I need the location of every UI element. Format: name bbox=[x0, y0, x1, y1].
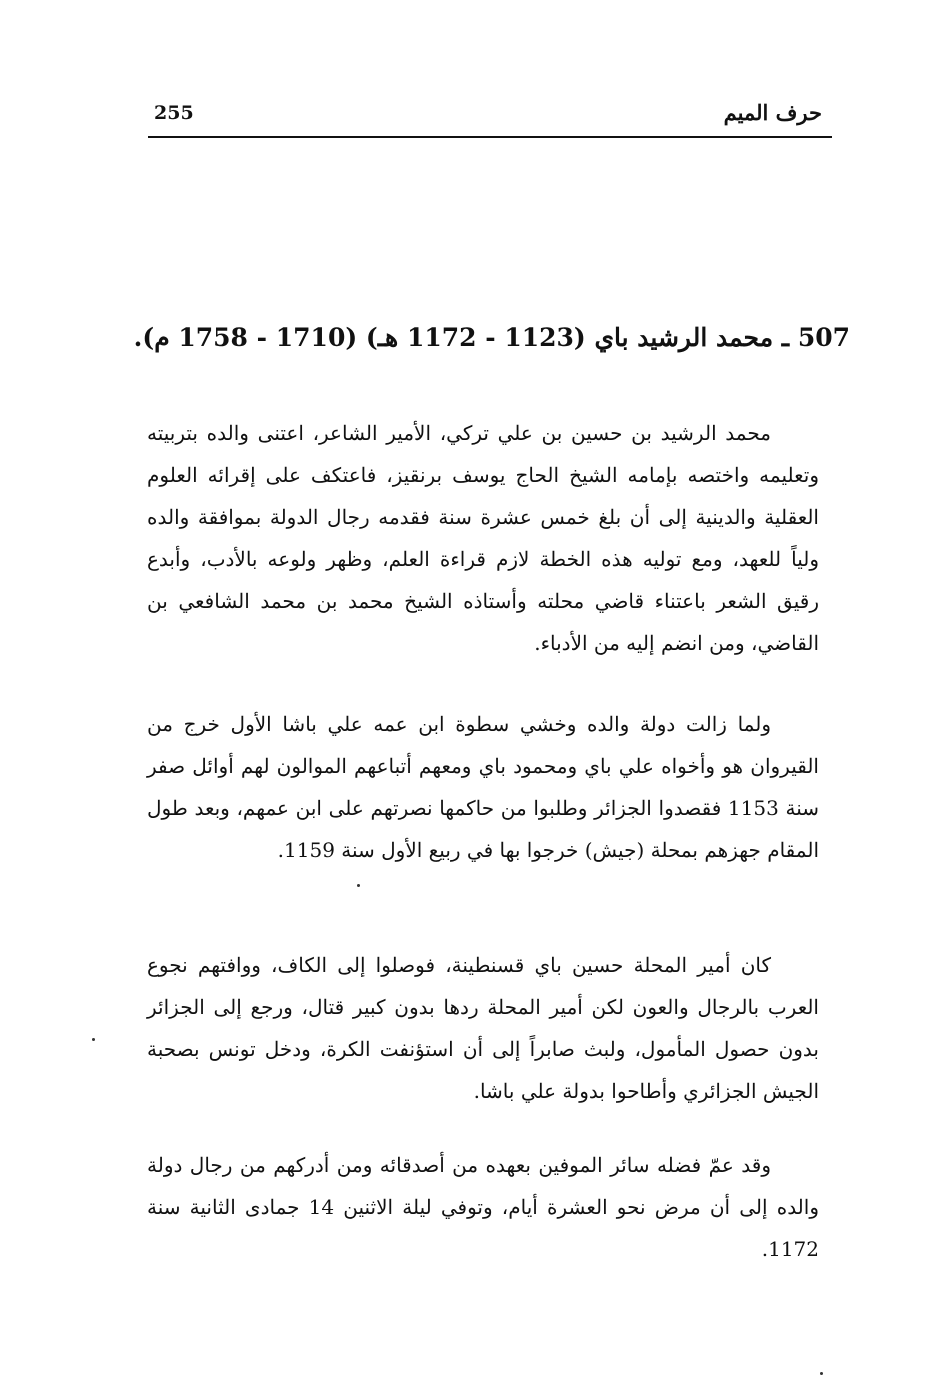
entry-title: 507 ـ محمد الرشيد باي (1123 - 1172 هـ) (1710 - 1758 م). bbox=[133, 323, 850, 352]
paragraph-1: محمد الرشيد بن حسين بن علي تركي، الأمير الشاعر، اعتنى والده بتربيته وتعليمه واختصه بإمامه الشيخ الحاج يوسف برنقيز، فاعتكف على إقرائه العلوم العقلية والدينية إلى أن بلغ خمس عشرة سنة فقدمه رجال الدولة بموافقة والده ولياً للعهد، ومع توليه هذه الخطة لازم قراءة العلم، وظهر ولوعه بالأدب، وأبدع رقيق الشعر باعتناء قاضي محلته وأستاذه الشيخ محمد بن محمد الشافعي بن القاضي، ومن انضم إليه من الأدباء. bbox=[147, 421, 819, 655]
scan-speck bbox=[92, 1038, 95, 1041]
page-number: 255 bbox=[154, 102, 194, 124]
paragraph-2: ولما زالت دولة والده وخشي سطوة ابن عمه علي باشا الأول خرج من القيروان هو وأخواه علي باي ومحمود باي ومعهم أتباعهم الموالون لهم أوائل صفر سنة 1153 فقصدوا الجزائر وطلبوا من حاكمها نصرتهم على ابن عمهم، وبعد طول المقام جهزهم بمحلة (جيش) خرجوا بها في ربيع الأول سنة 1159. bbox=[147, 712, 820, 862]
paragraph-4: وقد عمّ فضله سائر الموفين بعهده من أصدقائه ومن أدركهم من رجال دولة والده إلى أن مرض نحو العشرة أيام، وتوفي ليلة الاثنين 14 جمادى الثانية سنة 1172. bbox=[147, 1153, 819, 1261]
scan-speck bbox=[820, 1372, 823, 1375]
page-header bbox=[148, 98, 832, 138]
scan-speck bbox=[357, 884, 360, 887]
paragraph-3: كان أمير المحلة حسين باي قسنطينة، فوصلوا إلى الكاف، ووافتهم نجوع العرب بالرجال والعون لكن أمير المحلة ردها بدون كبير قتال، ورجع إلى الجزائر بدون حصول المأمول، ولبث صابراً إلى أن استؤنفت الكرة، ودخل تونس بصحبة الجيش الجزائري وأطاحوا بدولة علي باشا. bbox=[147, 953, 819, 1103]
running-head: حرف الميم bbox=[723, 100, 822, 125]
